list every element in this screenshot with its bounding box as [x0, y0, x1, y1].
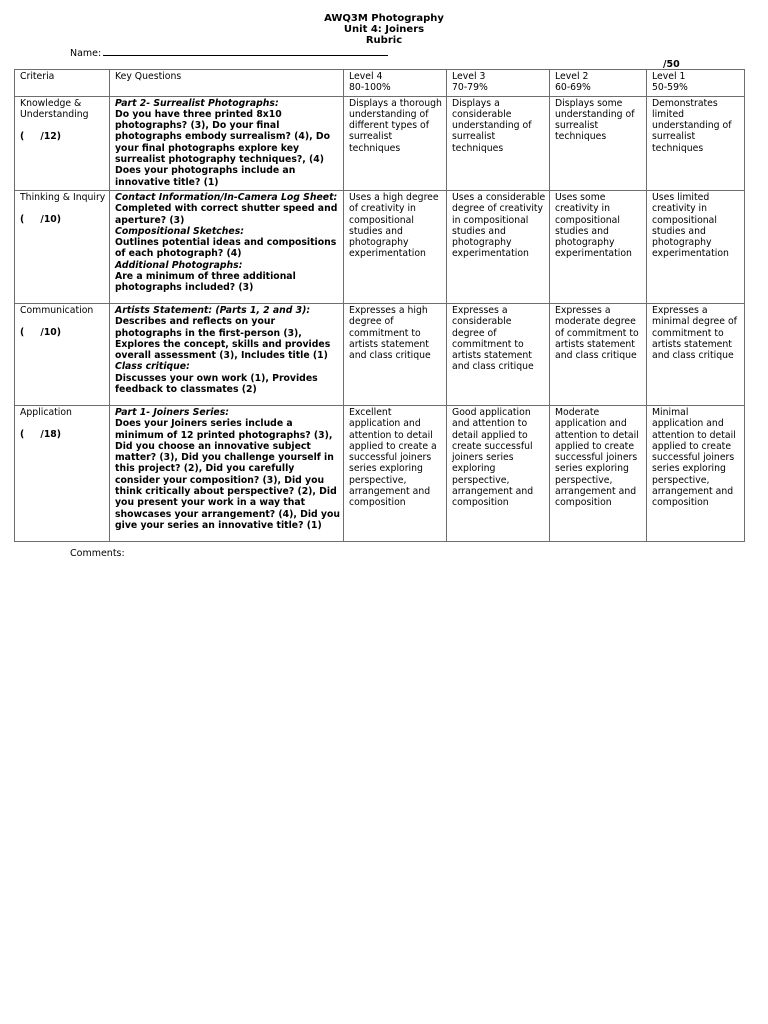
level-1-cell: Demonstrates limited understanding of surrealist techniques [647, 96, 745, 190]
section-body: Outlines potential ideas and compositions of each photograph? (4) [115, 237, 337, 260]
level-name: Level 2 [555, 71, 589, 82]
rubric-table [14, 69, 745, 542]
section-body: Discusses your own work (1), Provides feedback to classmates (2) [115, 372, 318, 396]
name-blank-line[interactable] [103, 47, 388, 56]
key-questions-cell [110, 303, 344, 405]
level-4-cell: Expresses a high degree of commitment to artists statement and class critique [344, 303, 447, 405]
section-title: Compositional Sketches: [115, 225, 244, 237]
table-row [15, 303, 745, 405]
criteria-cell [15, 303, 110, 405]
level-4-cell: Displays a thorough understanding of different types of surrealist techniques [344, 96, 447, 190]
criteria-name: Knowledge & Understanding [20, 97, 89, 120]
level-3-cell: Expresses a considerable degree of commitment to artists statement and class critique [447, 303, 550, 405]
level-1-cell: Minimal application and attention to detail applied to create successful joiners series exploring perspective, arrangement and composition [647, 405, 745, 541]
level-4-header [344, 70, 447, 97]
criteria-header: Criteria [15, 70, 110, 97]
criteria-score: ( /10) [20, 327, 62, 339]
level-3-header [447, 70, 550, 97]
level-4-cell: Excellent application and attention to detail applied to create a successful joiners series exploring perspective, arrangement and composition [344, 405, 447, 541]
level-2-cell: Expresses a moderate degree of commitment to artists statement and class critique [550, 303, 647, 405]
level-name: Level 1 [652, 71, 686, 82]
level-1-cell: Uses limited creativity in compositional studies and photography experimentation [647, 190, 745, 303]
table-row [15, 96, 745, 190]
criteria-cell [15, 190, 110, 303]
criteria-score: ( /10) [20, 214, 62, 226]
course-title: AWQ3M Photography [324, 13, 444, 24]
table-header-row [15, 70, 745, 97]
key-questions-header: Key Questions [110, 70, 344, 97]
level-range: 60-69% [555, 82, 591, 94]
level-2-cell: Uses some creativity in compositional studies and photography experimentation [550, 190, 647, 303]
level-2-cell: Moderate application and attention to detail applied to create successful joiners series exploring perspective, arrangement and composition [550, 405, 647, 541]
document-header [0, 13, 768, 46]
criteria-cell [15, 405, 110, 541]
name-field [70, 47, 388, 60]
criteria-score: ( /12) [20, 131, 62, 143]
level-2-header [550, 70, 647, 97]
table-row [15, 405, 745, 541]
section-body: Does your Joiners series include a minimum of 12 printed photographs? (3), Did you choose an innovative subject matter? (3), Did you challenge yourself in this project? (2), Did you carefully consider your composition? (3), Did you think critically about perspective? (2), Did you present your work in a way that showcases your arrangement? (4), Did you give your series an innovative title? (1) [115, 418, 340, 531]
level-3-cell: Good application and attention to detail applied to create successful joiners series exploring perspective, arrangement and composition [447, 405, 550, 541]
criteria-score: ( /18) [20, 429, 62, 441]
level-4-cell: Uses a high degree of creativity in compositional studies and photography experimentation [344, 190, 447, 303]
section-title: Contact Information/In-Camera Log Sheet: [115, 191, 338, 203]
section-title: Part 1- Joiners Series: [115, 406, 229, 418]
level-2-cell: Displays some understanding of surrealist techniques [550, 96, 647, 190]
document-type: Rubric [365, 35, 403, 46]
section-title: Class critique: [115, 361, 190, 373]
name-label: Name: [70, 48, 102, 59]
key-questions-cell [110, 405, 344, 541]
section-title: Additional Photographs: [115, 259, 243, 271]
section-body: Completed with correct shutter speed and aperture? (3) [115, 203, 338, 226]
level-name: Level 4 [349, 71, 383, 82]
level-1-cell: Expresses a minimal degree of commitment to artists statement and class critique [647, 303, 745, 405]
criteria-cell [15, 96, 110, 190]
level-range: 50-59% [652, 82, 688, 94]
level-3-cell: Uses a considerable degree of creativity in compositional studies and photography experimentation [447, 190, 550, 303]
level-name: Level 3 [452, 71, 486, 82]
level-range: 70-79% [452, 82, 488, 94]
key-questions-cell [110, 96, 344, 190]
criteria-name: Thinking & Inquiry [20, 191, 106, 203]
section-title: Part 2- Surrealist Photographs: [115, 97, 279, 109]
level-1-header [647, 70, 745, 97]
section-body: Do you have three printed 8x10 photographs? (3), Do your final photographs embody surrealism? (4), Do your final photographs explore key surrealist photography techniques?, (4) Does your photographs include an innovative title? (1) [115, 108, 330, 188]
section-body: Are a minimum of three additional photographs included? (3) [115, 271, 296, 294]
total-score: /50 [663, 59, 680, 70]
comments-label: Comments: [70, 548, 125, 559]
unit-title: Unit 4: Joiners [343, 24, 425, 35]
criteria-name: Application [20, 406, 72, 418]
level-range: 80-100% [349, 82, 391, 94]
criteria-name: Communication [20, 304, 94, 316]
section-body: Describes and reflects on your photographs in the first-person (3), Explores the concept, skills and provides overall assessment (3), Includes title (1) [115, 316, 331, 362]
level-3-cell: Displays a considerable understanding of surrealist techniques [447, 96, 550, 190]
table-row [15, 190, 745, 303]
section-title: Artists Statement: (Parts 1, 2 and 3): [115, 304, 311, 316]
key-questions-cell [110, 190, 344, 303]
